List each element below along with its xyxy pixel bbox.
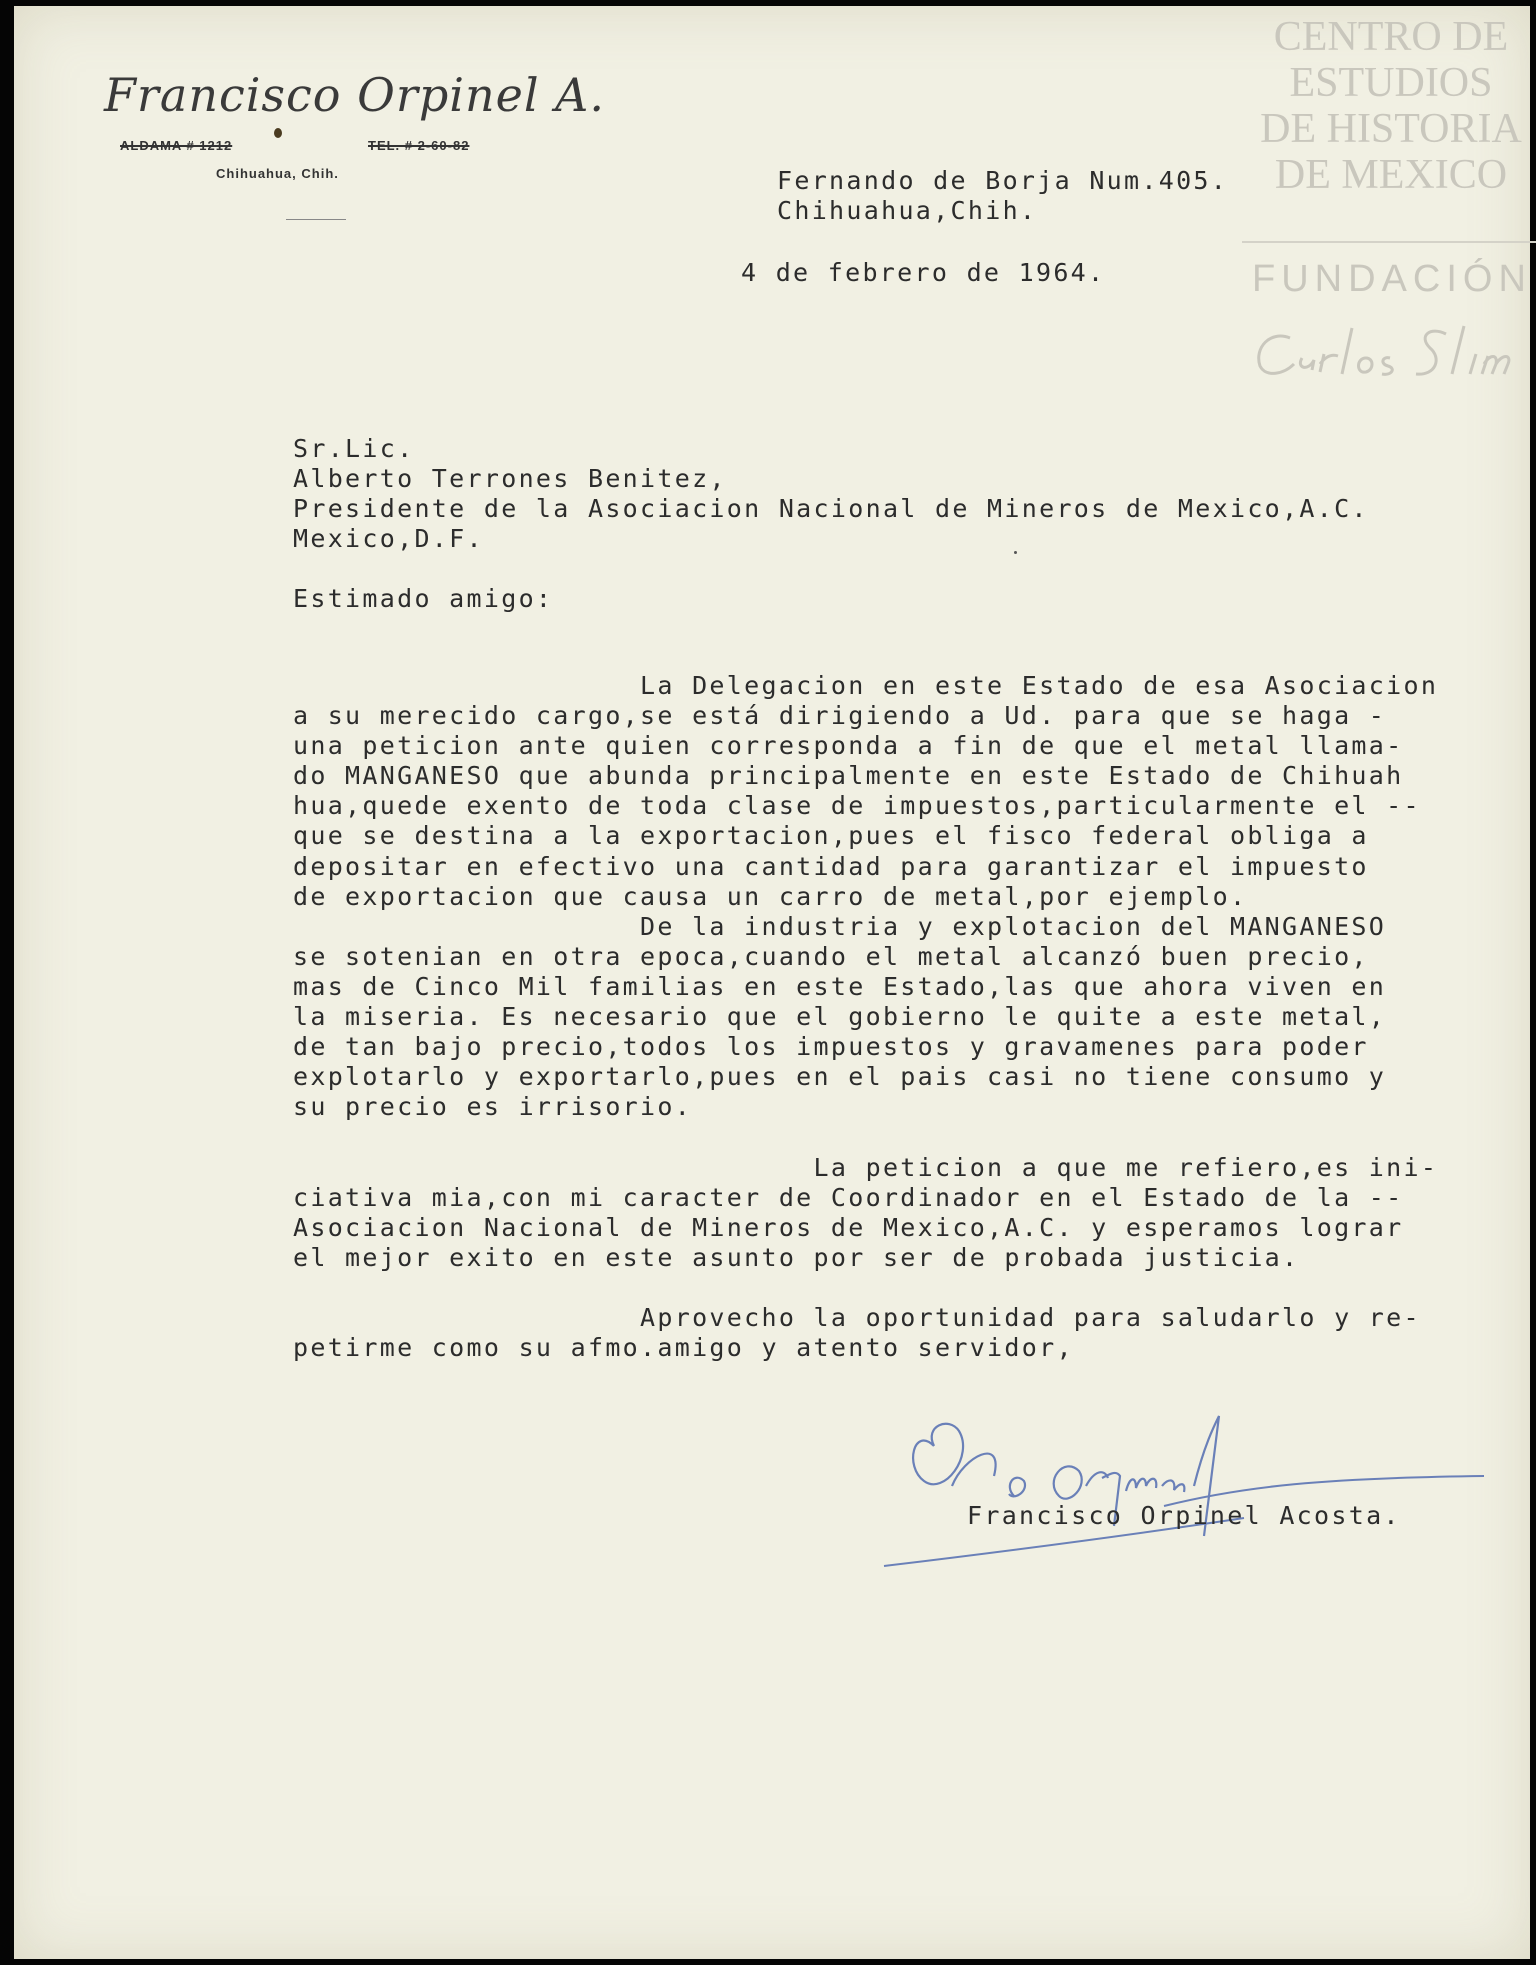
sender-address-line: Fernando de Borja Num.405. (777, 166, 1229, 195)
letterhead-city: Chihuahua, Chih. (216, 166, 339, 181)
watermark-line: DE MEXICO (1274, 152, 1508, 198)
body-line: do MANGANESO que abunda principalmente en este Estado de Chihuah (293, 761, 1404, 791)
body-line: su precio es irrisorio. (293, 1092, 693, 1122)
letterhead-name: Francisco Orpinel A. (104, 68, 606, 122)
letterhead-divider (286, 219, 346, 220)
recipient-line: Mexico,D.F. (293, 524, 484, 553)
carlos-slim-logo (1250, 318, 1536, 388)
ink-speck (1014, 551, 1017, 554)
body-line: a su merecido cargo,se está dirigiendo a Ud. para que se haga - (293, 701, 1387, 731)
body-line: de tan bajo precio,todos los impuestos y gravamenes para poder (293, 1032, 1369, 1062)
body-line: La peticion a que me refiero,es ini- (293, 1152, 1439, 1182)
body-line: Aprovecho la oportunidad para saludarlo y re- (293, 1302, 1421, 1332)
letter-body (293, 671, 1438, 1363)
body-line: se sotenian en otra epoca,cuando el metal alcanzó buen precio, (293, 941, 1369, 971)
body-line: de exportacion que causa un carro de metal,por ejemplo. (293, 881, 1248, 911)
letter-date: 4 de febrero de 1964. (741, 258, 1106, 287)
body-line: una peticion ante quien corresponda a fin de que el metal llama- (293, 731, 1404, 761)
body-line: la miseria. Es necesario que el gobierno le quite a este metal, (293, 1002, 1387, 1032)
body-blank-line (293, 1273, 1438, 1303)
watermark-line: CENTRO DE (1273, 14, 1509, 60)
body-line: hua,quede exento de toda clase de impuestos,particularmente el -- (293, 791, 1421, 821)
body-line: el mejor exito en este asunto por ser de probada justicia. (293, 1242, 1300, 1272)
ink-spot (274, 128, 282, 138)
body-line: ciativa mia,con mi caracter de Coordinador en el Estado de la -- (293, 1182, 1404, 1212)
body-line: depositar en efectivo una cantidad para garantizar el impuesto (293, 851, 1369, 881)
body-line: mas de Cinco Mil familias en este Estado,las que ahora viven en (293, 971, 1387, 1001)
recipient-line: Presidente de la Asociacion Nacional de Mineros de Mexico,A.C. (293, 494, 1369, 523)
body-line: De la industria y explotacion del MANGANESO (293, 911, 1387, 941)
body-line: que se destina a la exportacion,pues el fisco federal obliga a (293, 821, 1369, 851)
watermark-divider (1242, 241, 1536, 243)
body-line: Asociacion Nacional de Mineros de Mexico,A.C. y esperamos lograr (293, 1212, 1404, 1242)
handwritten-signature (864, 1386, 1504, 1586)
body-blank-line (293, 1122, 1438, 1152)
signature-name: Francisco Orpinel Acosta. (967, 1501, 1401, 1530)
body-line: explotarlo y exportarlo,pues en el pais casi no tiene consumo y (293, 1062, 1387, 1092)
letterhead-address: ALDAMA # 1212 (120, 138, 233, 153)
salutation: Estimado amigo: (293, 584, 554, 613)
watermark-text (1236, 14, 1536, 198)
body-line: La Delegacion en este Estado de esa Asociacion (293, 671, 1439, 700)
watermark-line: DE HISTORIA (1260, 106, 1522, 152)
recipient-line: Alberto Terrones Benitez, (293, 464, 727, 493)
watermark-line: ESTUDIOS (1289, 60, 1493, 106)
body-line: petirme como su afmo.amigo y atento servidor, (293, 1333, 1074, 1363)
recipient-line: Sr.Lic. (293, 434, 415, 463)
letterhead-phone: TEL. # 2-60-82 (368, 138, 470, 153)
letter-page (14, 6, 1530, 1959)
sender-address-line: Chihuahua,Chih. (777, 196, 1038, 225)
watermark-fundacion: FUNDACIÓN (1252, 258, 1532, 300)
